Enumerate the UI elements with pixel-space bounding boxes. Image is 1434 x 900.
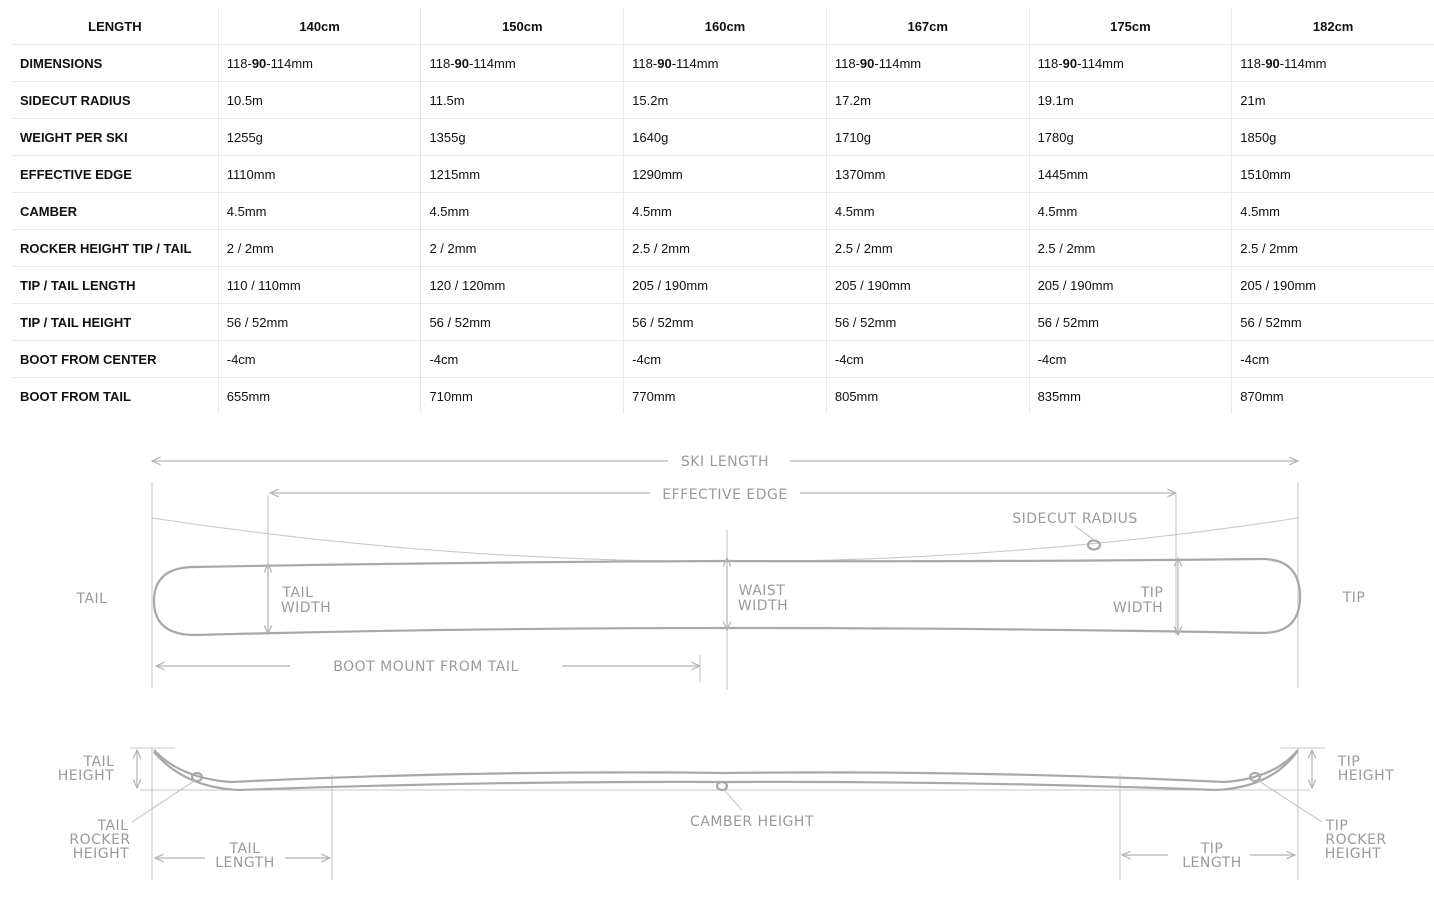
- table-cell: -4cm: [624, 341, 827, 378]
- waist-width-label: WAIST: [738, 583, 786, 599]
- table-cell: 205 / 190mm: [1232, 267, 1434, 304]
- waist-value: 90: [454, 55, 469, 71]
- row-label: EFFECTIVE EDGE: [12, 156, 218, 193]
- tip-height-label: HEIGHT: [1337, 768, 1395, 784]
- row-label: CAMBER: [12, 193, 218, 230]
- boot-mount-label: BOOT MOUNT FROM TAIL: [333, 659, 519, 675]
- dimension-part: -114mm: [1077, 55, 1124, 71]
- dimension-part: -114mm: [874, 55, 922, 71]
- column-header: 160cm: [624, 8, 827, 45]
- tail-height-label: HEIGHT: [57, 768, 115, 784]
- tip-length-label: LENGTH: [1182, 855, 1242, 871]
- table-row: [12, 45, 1434, 82]
- camber-marker: [717, 782, 727, 790]
- tail-rocker-label: HEIGHT: [72, 846, 130, 862]
- row-label: DIMENSIONS: [12, 45, 218, 82]
- dimension-part: 118-: [429, 55, 455, 71]
- table-cell: -4cm: [421, 341, 624, 378]
- table-cell: 870mm: [1232, 378, 1434, 415]
- sidecut-radius-leader: [1075, 526, 1094, 540]
- spec-table: [12, 8, 1434, 414]
- table-cell: 655mm: [218, 378, 421, 415]
- tail-length-label: LENGTH: [215, 855, 275, 871]
- dimension-part: -114mm: [468, 55, 516, 71]
- waist-width-label: WIDTH: [737, 598, 789, 614]
- column-header: 182cm: [1232, 8, 1434, 45]
- table-cell: 4.5mm: [1232, 193, 1434, 230]
- row-label: ROCKER HEIGHT TIP / TAIL: [12, 230, 218, 267]
- waist-value: 90: [251, 55, 267, 71]
- table-cell: -4cm: [1029, 341, 1232, 378]
- table-cell: 205 / 190mm: [826, 267, 1029, 304]
- table-row: [12, 378, 1434, 415]
- table-cell: 2.5 / 2mm: [624, 230, 827, 267]
- table-cell: 710mm: [421, 378, 624, 415]
- table-cell: 21m: [1232, 82, 1434, 119]
- table-cell: 1710g: [826, 119, 1029, 156]
- table-cell: 770mm: [624, 378, 827, 415]
- tail-length-label: TAIL: [229, 841, 261, 857]
- waist-value: 90: [859, 55, 875, 71]
- table-cell: 1255g: [218, 119, 421, 156]
- table-row: [12, 230, 1434, 267]
- ski-length-label: SKI LENGTH: [680, 454, 770, 470]
- table-cell: 4.5mm: [421, 193, 624, 230]
- tip-width-label: TIP: [1140, 585, 1164, 601]
- table-cell: 56 / 52mm: [826, 304, 1029, 341]
- waist-value: 90: [657, 55, 672, 71]
- row-label: BOOT FROM CENTER: [12, 341, 218, 378]
- tip-width-label: WIDTH: [1112, 600, 1164, 616]
- tip-length-label: TIP: [1200, 841, 1224, 857]
- table-row: [12, 267, 1434, 304]
- dimension-part: -114mm: [266, 55, 313, 71]
- table-cell: 2.5 / 2mm: [1029, 230, 1232, 267]
- table-cell: 805mm: [826, 378, 1029, 415]
- tail-rocker-leader: [132, 781, 194, 822]
- table-cell: [826, 45, 1029, 82]
- table-cell: 15.2m: [624, 82, 827, 119]
- table-cell: 1290mm: [624, 156, 827, 193]
- table-cell: 835mm: [1029, 378, 1232, 415]
- dimension-part: 118-: [632, 55, 658, 71]
- table-cell: 2 / 2mm: [218, 230, 421, 267]
- table-row: [12, 304, 1434, 341]
- tail-width-label: TAIL: [282, 585, 314, 601]
- row-label: TIP / TAIL HEIGHT: [12, 304, 218, 341]
- table-cell: 1510mm: [1232, 156, 1434, 193]
- table-cell: 2 / 2mm: [421, 230, 624, 267]
- column-header: 140cm: [218, 8, 421, 45]
- tip-height-label: TIP: [1337, 754, 1361, 770]
- camber-leader: [724, 790, 742, 810]
- table-cell: -4cm: [1232, 341, 1434, 378]
- table-row: [12, 193, 1434, 230]
- row-label: BOOT FROM TAIL: [20, 388, 131, 404]
- table-body: [12, 45, 1434, 415]
- column-header: 175cm: [1029, 8, 1232, 45]
- table-cell: 1640g: [624, 119, 827, 156]
- waist-value: 90: [1062, 55, 1078, 71]
- table-cell: 1850g: [1232, 119, 1434, 156]
- table-row: [12, 341, 1434, 378]
- dimension-part: 118-: [834, 55, 860, 71]
- dimension-part: 118-: [1037, 55, 1063, 71]
- tail-rocker-label: TAIL: [97, 818, 129, 834]
- table-cell: 1445mm: [1029, 156, 1232, 193]
- table-cell: 4.5mm: [826, 193, 1029, 230]
- table-cell: 19.1m: [1029, 82, 1232, 119]
- table-cell: 1780g: [1029, 119, 1232, 156]
- table-cell: -4cm: [218, 341, 421, 378]
- header-length-label: LENGTH: [12, 8, 218, 45]
- table-cell: 2.5 / 2mm: [826, 230, 1029, 267]
- dimension-part: -114mm: [671, 55, 719, 71]
- table-cell: 1215mm: [421, 156, 624, 193]
- row-label: TIP / TAIL LENGTH: [12, 267, 218, 304]
- dimension-part: 118-: [226, 55, 252, 71]
- table-cell: [624, 45, 827, 82]
- table-cell: 2.5 / 2mm: [1232, 230, 1434, 267]
- tail-label: TAIL: [76, 591, 108, 607]
- table-cell: 56 / 52mm: [624, 304, 827, 341]
- table-cell: 1355g: [421, 119, 624, 156]
- dimension-part: 118-: [1240, 55, 1266, 71]
- column-header: 150cm: [421, 8, 624, 45]
- tip-rocker-label: ROCKER: [1325, 832, 1387, 848]
- row-label: SIDECUT RADIUS: [12, 82, 218, 119]
- table-cell: 4.5mm: [624, 193, 827, 230]
- tail-height-label: TAIL: [83, 754, 115, 770]
- dimension-part: -114mm: [1279, 55, 1327, 71]
- table-cell: 56 / 52mm: [1029, 304, 1232, 341]
- tail-rocker-label: ROCKER: [69, 832, 131, 848]
- table-cell: 17.2m: [826, 82, 1029, 119]
- table-row: [12, 119, 1434, 156]
- row-label: WEIGHT PER SKI: [12, 119, 218, 156]
- table-cell: 4.5mm: [1029, 193, 1232, 230]
- table-row: [12, 82, 1434, 119]
- table-cell: [218, 45, 421, 82]
- table-cell: 205 / 190mm: [1029, 267, 1232, 304]
- table-cell: [1232, 45, 1434, 82]
- table-row: [12, 156, 1434, 193]
- table-cell: 1110mm: [218, 156, 421, 193]
- table-header-row: [12, 8, 1434, 45]
- table-cell: 110 / 110mm: [218, 267, 421, 304]
- ski-diagram: [0, 430, 1434, 900]
- waist-value: 90: [1265, 55, 1280, 71]
- table-cell: 1370mm: [826, 156, 1029, 193]
- table-cell: 4.5mm: [218, 193, 421, 230]
- camber-height-label: CAMBER HEIGHT: [690, 814, 814, 830]
- table-cell: 205 / 190mm: [624, 267, 827, 304]
- table-cell: 56 / 52mm: [1232, 304, 1434, 341]
- table-cell: 56 / 52mm: [421, 304, 624, 341]
- column-header: 167cm: [826, 8, 1029, 45]
- tip-rocker-label: TIP: [1325, 818, 1349, 834]
- table-cell: [421, 45, 624, 82]
- table-cell: [1029, 45, 1232, 82]
- table-cell: 10.5m: [218, 82, 421, 119]
- sidecut-radius-label: SIDECUT RADIUS: [1012, 511, 1138, 527]
- effective-edge-label: EFFECTIVE EDGE: [662, 487, 788, 503]
- table-cell: 11.5m: [421, 82, 624, 119]
- table-cell: -4cm: [826, 341, 1029, 378]
- sidecut-radius-marker: [1088, 541, 1100, 550]
- table-cell: 120 / 120mm: [421, 267, 624, 304]
- tip-label: TIP: [1342, 590, 1366, 606]
- table-cell: 56 / 52mm: [218, 304, 421, 341]
- tip-rocker-label: HEIGHT: [1324, 846, 1382, 862]
- tail-width-label: WIDTH: [280, 600, 332, 616]
